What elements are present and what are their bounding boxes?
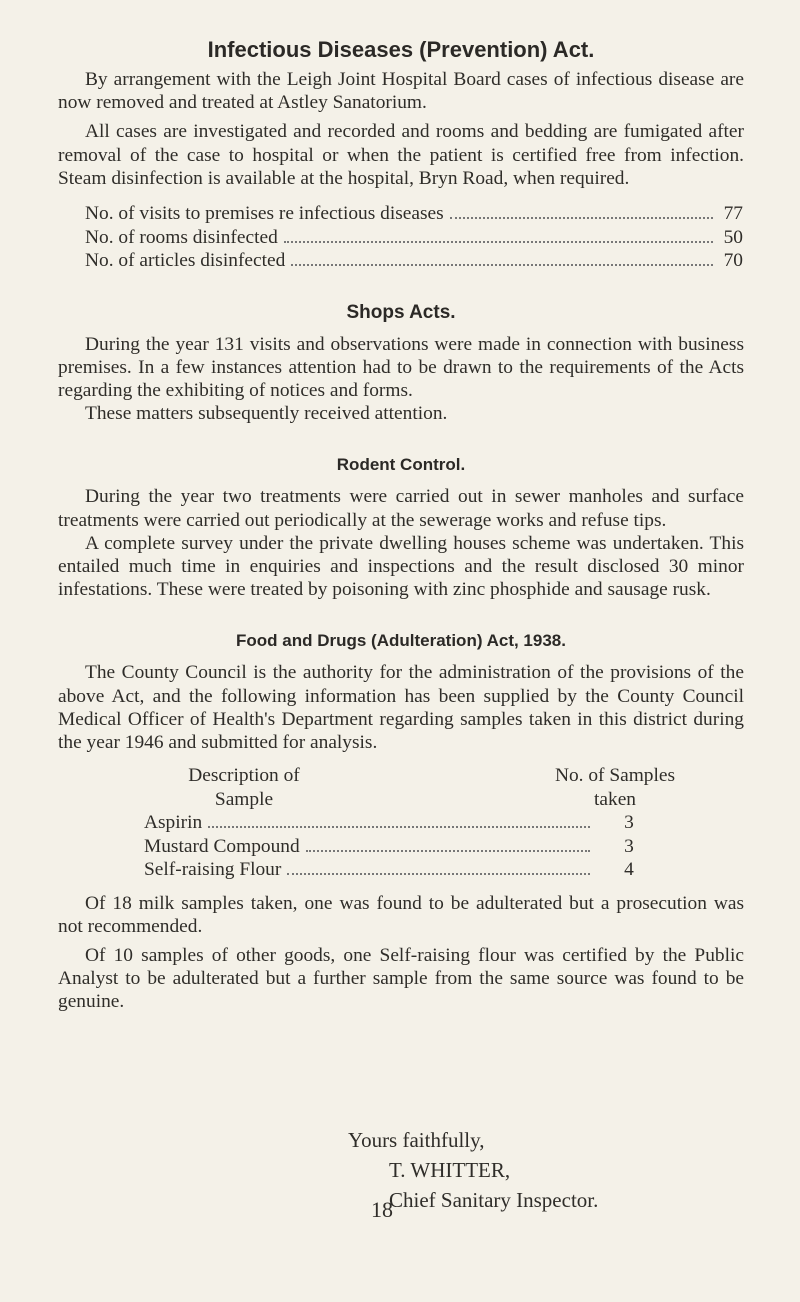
samples-header-line-1: No. of Samples bbox=[554, 765, 676, 787]
table-row-mustard-compound bbox=[144, 835, 664, 859]
shops-section bbox=[58, 299, 744, 426]
rodent-paragraph-1: During the year two treatments were carried out in sewer manholes and surface treatments were carried out periodically at the sewerage works and refuse tips. bbox=[58, 486, 744, 531]
leader-dots bbox=[306, 850, 590, 852]
stat-label-rooms: No. of rooms disinfected bbox=[85, 226, 278, 248]
infectious-stats-list bbox=[85, 202, 743, 273]
infectious-paragraph-1: By arrangement with the Leigh Joint Hospital Board cases of infectious disease are now removed and treated at Astley Sanatorium. bbox=[58, 69, 744, 114]
stat-value-rooms: 50 bbox=[723, 226, 743, 248]
rodent-heading: Rodent Control. bbox=[336, 455, 466, 475]
document-page bbox=[58, 34, 744, 1014]
sample-count: 4 bbox=[624, 859, 634, 881]
shops-paragraph-2: These matters subsequently received attention. bbox=[85, 403, 448, 425]
page-title: Infectious Diseases (Prevention) Act. bbox=[207, 37, 595, 62]
food-section bbox=[58, 627, 744, 1013]
stat-value-visits: 77 bbox=[723, 203, 743, 225]
samples-table-header bbox=[144, 764, 676, 811]
stat-value-articles: 70 bbox=[723, 250, 743, 272]
infectious-section bbox=[58, 68, 744, 273]
signature-name: T. WHITTER, bbox=[389, 1158, 511, 1182]
stat-label-visits: No. of visits to premises re infectious diseases bbox=[85, 203, 444, 225]
leader-dots bbox=[287, 873, 590, 875]
description-header-line-1: Description of bbox=[188, 765, 300, 787]
sample-name: Aspirin bbox=[144, 812, 203, 834]
rodent-section bbox=[58, 451, 744, 601]
stat-row-visits bbox=[85, 202, 743, 226]
description-column-header bbox=[144, 764, 344, 811]
shops-heading: Shops Acts. bbox=[346, 301, 456, 323]
infectious-paragraph-2: All cases are investigated and recorded and rooms and bedding are fumigated after removal of the case to hospital or when the patient is certified free from infection. Steam disinfection is available at the hospital, Bryn Road, when required. bbox=[58, 121, 744, 189]
signature-salutation: Yours faithfully, bbox=[348, 1128, 485, 1152]
sample-count: 3 bbox=[624, 812, 634, 834]
shops-paragraph-1: During the year 131 visits and observations were made in connection with business premises. In a few instances attention had to be drawn to the requirements of the Acts regarding the exhibiting of notices and forms. bbox=[58, 333, 744, 401]
signature-title: Chief Sanitary Inspector. bbox=[389, 1188, 599, 1212]
samples-header-line-2: taken bbox=[594, 788, 636, 810]
leader-dots bbox=[291, 264, 713, 266]
leader-dots bbox=[208, 826, 590, 828]
stat-row-articles bbox=[85, 249, 743, 273]
milk-samples-paragraph: Of 18 milk samples taken, one was found to be adulterated but a prosecution was not recommended. bbox=[58, 892, 744, 937]
page-number: 18 bbox=[371, 1197, 393, 1222]
rodent-paragraph-2: A complete survey under the private dwelling houses scheme was undertaken. This entailed much time in enquiries and inspections and the result disclosed 30 minor infestations. These were treated by poisoning with zinc phosphide and sausage rusk. bbox=[58, 532, 744, 601]
sample-name: Self-raising Flour bbox=[144, 859, 282, 881]
stat-label-articles: No. of articles disinfected bbox=[85, 250, 286, 272]
samples-table bbox=[144, 764, 676, 882]
food-heading: Food and Drugs (Adulteration) Act, 1938. bbox=[236, 631, 566, 651]
leader-dots bbox=[450, 217, 713, 219]
samples-count-column-header bbox=[510, 764, 720, 811]
other-samples-paragraph: Of 10 samples of other goods, one Self-raising flour was certified by the Public Analyst to be adulterated but a further sample from the same source was found to be genuine. bbox=[58, 945, 744, 1013]
sample-count: 3 bbox=[624, 835, 634, 857]
leader-dots bbox=[284, 241, 713, 243]
stat-row-rooms bbox=[85, 226, 743, 250]
food-paragraph: The County Council is the authority for the administration of the provisions of the above Act, and the following information has been supplied by the County Council Medical Officer of Health's Department regarding samples taken in this district during the year 1946 and submitted for analysis. bbox=[58, 662, 744, 753]
sample-name: Mustard Compound bbox=[144, 835, 300, 857]
table-row-aspirin bbox=[144, 811, 664, 835]
food-closing-text bbox=[58, 892, 744, 1014]
table-row-self-raising-flour bbox=[144, 858, 664, 882]
description-header-line-2: Sample bbox=[214, 788, 274, 810]
